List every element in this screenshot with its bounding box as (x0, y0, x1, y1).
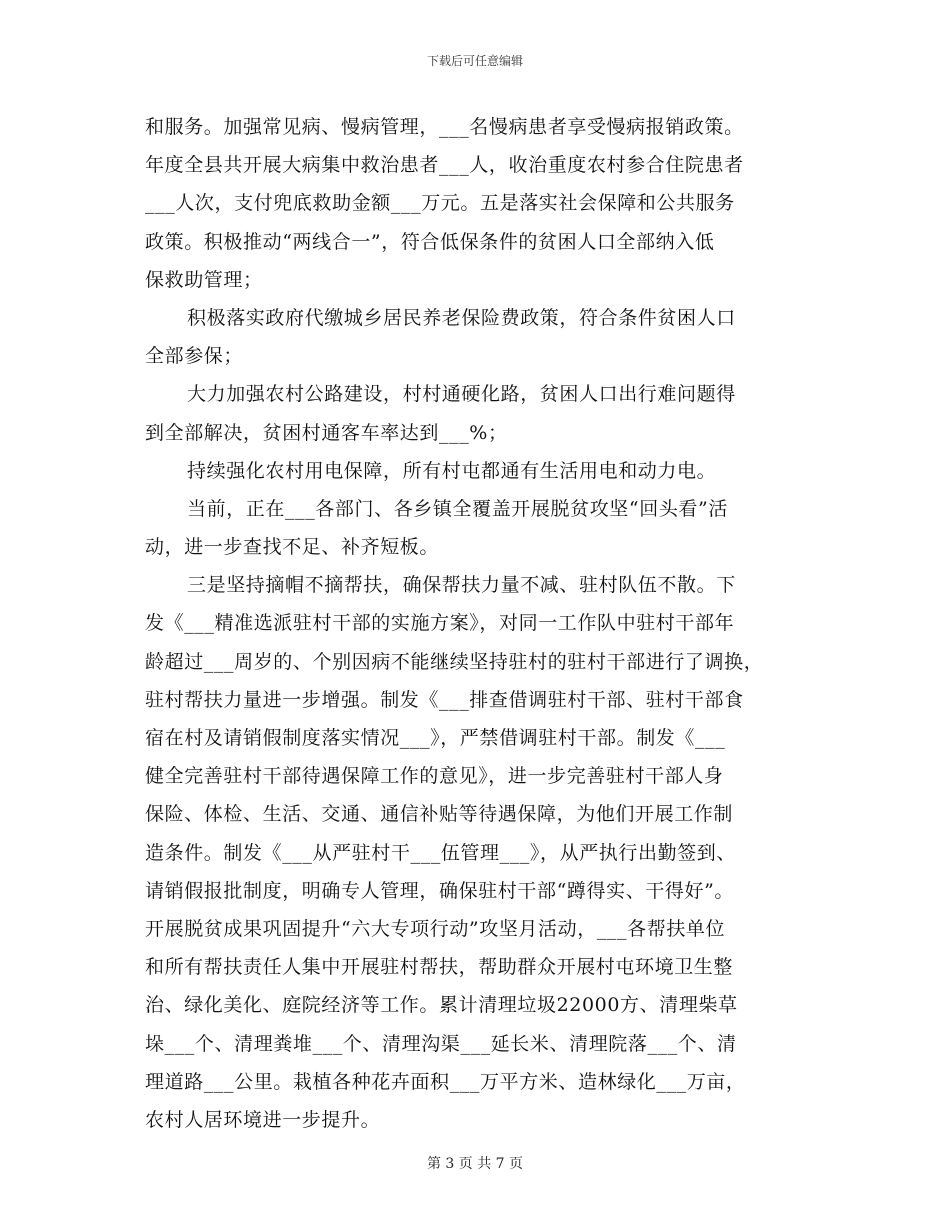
text-line: 和所有帮扶责任人集中开展驻村帮扶，帮助群众开展村屯环境卫生整 (145, 956, 734, 979)
page-number: 第 3 页 共 7 页 (426, 1156, 524, 1172)
text-line: 宿在村及请销假制度落实情况___》，严禁借调驻村干部。制发《___ (145, 727, 726, 749)
text-line: 保救助管理； (145, 268, 263, 291)
page-header: 下载后可任意编辑 (426, 54, 523, 68)
text-line: 造条件。制发《___从严驻村干___伍管理___》，从严执行出勤签到、 (145, 841, 737, 864)
text-line: 发《___精准选派驻村干部的实施方案》，对同一工作队中驻村干部年 (145, 612, 735, 635)
text-line: 农村人居环境进一步提升。 (145, 1108, 381, 1131)
text-line: 驻村帮扶力量进一步增强。制发《___排查借调驻村干部、驻村干部食 (145, 688, 744, 711)
text-line: 政策。积极推动“两线合一”，符合低保条件的贫困人口全部纳入低 (145, 230, 715, 253)
text-line: 年度全县共开展大病集中救治患者___人，收治重度农村参合住院患者 (145, 154, 744, 177)
document-body (145, 108, 815, 1139)
text-line: 动，进一步查找不足、补齐短板。 (145, 536, 440, 559)
paragraph-first-line: 持续强化农村用电保障，所有村屯都通有生活用电和动力电。 (187, 459, 717, 482)
text-line: 请销假报批制度，明确专人管理，确保驻村干部“蹲得实、干得好”。 (145, 879, 735, 902)
text-line: 和服务。加强常见病、慢病管理，___名慢病患者享受慢病报销政策。 (145, 116, 744, 138)
text-line: 开展脱贫成果巩固提升“六大专项行动”攻坚月活动，___各帮扶单位 (145, 917, 726, 940)
text-line: 健全完善驻村干部待遇保障工作的意见》，进一步完善驻村干部人身 (145, 765, 724, 788)
text-line: ___人次，支付兜底救助金额___万元。五是落实社会保障和公共服务 (145, 192, 735, 215)
paragraph-first-line: 三是坚持摘帽不摘帮扶，确保帮扶力量不减、驻村队伍不散。下 (187, 574, 736, 597)
paragraph-first-line: 积极落实政府代缴城乡居民养老保险费政策，符合条件贫困人口 (187, 306, 736, 329)
paragraph-first-line: 当前，正在___各部门、各乡镇全覆盖开展脱贫攻坚“回头看”活 (187, 497, 728, 520)
text-line: 保险、体检、生活、交通、通信补贴等待遇保障，为他们开展工作制 (145, 803, 734, 826)
text-line: 理道路___公里。栽植各种花卉面积___万平方米、造林绿化___万亩， (145, 1070, 746, 1093)
text-line: 龄超过___周岁的、个别因病不能继续坚持驻村的驻村干部进行了调换， (145, 650, 764, 673)
text-line: 到全部解决，贫困村通客车率达到___%； (145, 421, 508, 444)
text-line: 全部参保； (145, 345, 244, 368)
text-line: 垛___个、清理粪堆___个、清理沟渠___延长米、清理院落___个、清 (145, 1032, 737, 1055)
text-line: 治、绿化美化、庭院经济等工作。累计清理垃圾22000方、清理柴草 (145, 994, 738, 1017)
paragraph-first-line: 大力加强农村公路建设，村村通硬化路，贫困人口出行难问题得 (187, 383, 736, 406)
